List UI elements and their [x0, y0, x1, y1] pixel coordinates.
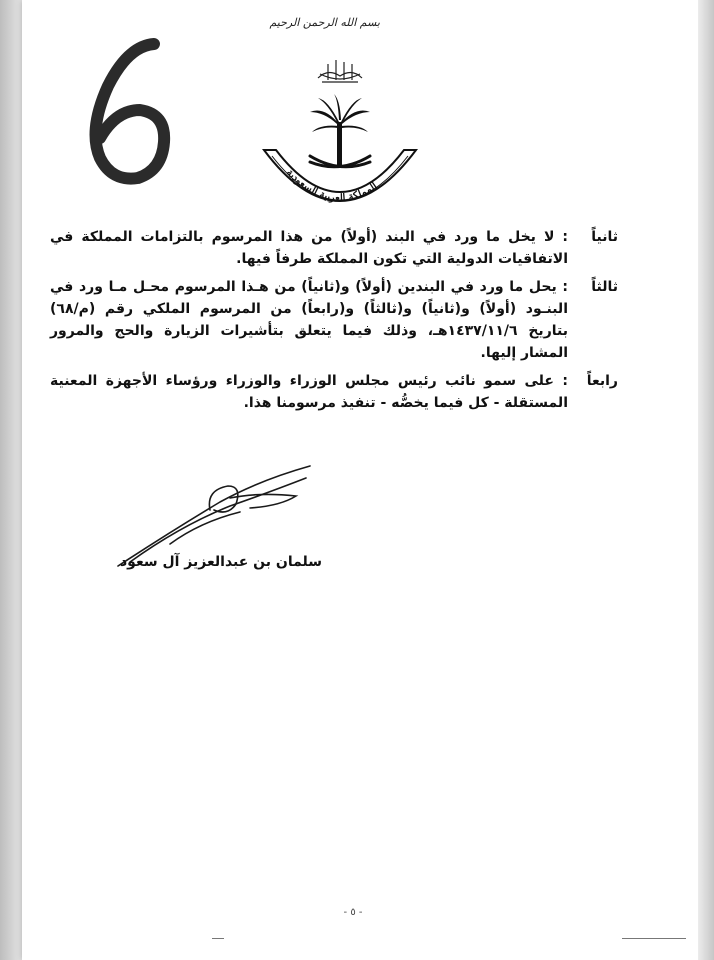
emblem-caption: المملكة العربية السعودية: [283, 167, 380, 205]
clause-text: : لا يخل ما ورد في البند (أولاً) من هذا المرسوم بالتزامات المملكة في الاتفاقيات الدولية التي تكون المملكة طرفاً فيها.: [50, 229, 568, 267]
page-number: - ٥ -: [343, 907, 363, 918]
decree-body: [50, 226, 618, 420]
clause-label: رابعاً: [586, 373, 618, 389]
clause-second: [50, 226, 618, 270]
scan-right-edge: [698, 0, 714, 960]
scan-left-edge: [0, 0, 22, 960]
handwritten-number-mark: [70, 30, 180, 190]
footer-line-right: [622, 938, 686, 939]
clause-text: : يحل ما ورد في البندين (أولاً) و(ثانياً) من هـذا المرسوم محـل مـا ورد في البنـود (أولاً) و(ثانياً) و(ثالثاً) و(رابعاً) من المرسوم الملكي رقم (م/٦٨) بتاريخ ١٤٣٧/١١/٦هـ، وذلك فيما يتعلق بتأشيرات الزيارة والحج والمرور المشار إليها.: [50, 279, 568, 361]
signer-name: سلمان بن عبدالعزيز آل سعود: [119, 554, 322, 570]
clause-label: ثانياً: [591, 229, 618, 245]
clause-text: : على سمو نائب رئيس مجلس الوزراء والوزراء ورؤساء الأجهزة المعنية المستقلة - كل فيما يخصُّه - تنفيذ مرسومنا هذا.: [50, 373, 568, 411]
clause-third: [50, 276, 618, 364]
basmala-text: بسم الله الرحمن الرحيم: [269, 16, 380, 29]
saudi-emblem-icon: [258, 38, 422, 218]
footer-mark-left: [212, 938, 224, 939]
clause-label: ثالثاً: [591, 279, 618, 295]
clause-fourth: [50, 370, 618, 414]
